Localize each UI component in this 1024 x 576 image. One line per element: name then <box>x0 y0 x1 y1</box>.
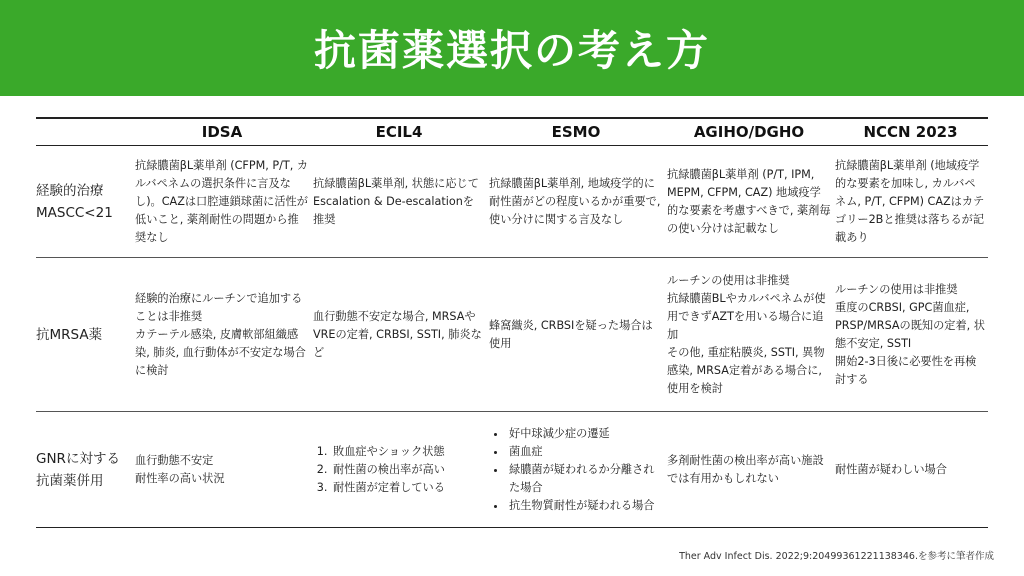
cell-text: 抗緑膿菌βL薬単剤 (CFPM, P/T, カルバペネムの選択条件に言及なし)。CAZは口腔連鎖球菌に活性が低いこと, 薬剤耐性の問題から推奨なし <box>135 158 309 244</box>
table-cell-esmo <box>487 175 665 229</box>
table-cell-idsa <box>133 290 311 380</box>
cell-text: 血行動態不安定 <box>135 453 214 467</box>
cell-text: 蜂窩織炎, CRBSIを疑った場合は使用 <box>489 318 653 350</box>
table-cell-agiho-dgho <box>665 166 833 238</box>
column-header-idsa: IDSA <box>201 123 243 141</box>
row-label-line: MASCC<21 <box>36 204 113 221</box>
table-row <box>36 412 988 528</box>
bullet-list <box>489 425 663 515</box>
source-footnote: Ther Adv Infect Dis. 2022;9:20499361221138346.を参考に筆者作成 <box>679 551 994 562</box>
row-label-line: 経験的治療 <box>36 182 104 199</box>
cell-text: 多剤耐性菌の検出率が高い施設では有用かもしれない <box>667 453 824 485</box>
cell-text: 抗緑膿菌βL薬単剤 (地域疫学的な要素を加味し, カルバペネム, P/T, CFPM) CAZはカテゴリー2Bと推奨は落ちるが記載あり <box>835 158 985 244</box>
table-row <box>36 146 988 258</box>
list-item: 2. 耐性菌の検出率が高い <box>331 461 485 479</box>
list-item: 3. 耐性菌が定着している <box>331 479 485 497</box>
column-header-esmo: ESMO <box>551 123 601 141</box>
column-header-ecil4: ECIL4 <box>375 123 423 141</box>
cell-text: カテーテル感染, 皮膚軟部組織感染, 肺炎, 血行動体が不安定な場合に検討 <box>135 327 306 377</box>
list-item: • 好中球減少症の遷延 <box>507 425 663 443</box>
comparison-table <box>36 117 988 528</box>
row-label-line: 抗菌薬併用 <box>36 472 104 489</box>
cell-text: 抗緑膿菌βL薬単剤, 地域疫学的に耐性菌がどの程度いるかが重要で, 使い分けに関する言及なし <box>489 176 661 226</box>
list-item: • 菌血症 <box>507 443 663 461</box>
table-cell-esmo <box>487 425 665 515</box>
table-cell-agiho-dgho <box>665 272 833 398</box>
row-label-gnr-combination <box>36 448 133 492</box>
table-cell-ecil4 <box>311 175 487 229</box>
cell-text: 開始2-3日後に必要性を再検討する <box>835 354 977 386</box>
list-item: • 緑膿菌が疑われるか分離された場合 <box>507 461 663 497</box>
cell-text: 経験的治療にルーチンで追加することは非推奨 <box>135 291 303 323</box>
table-cell-nccn <box>833 157 988 247</box>
row-label-anti-mrsa <box>36 324 133 346</box>
row-label-line: GNRに対する <box>36 450 120 467</box>
column-header-agiho-dgho: AGIHO/DGHO <box>693 123 805 141</box>
table-cell-nccn <box>833 461 988 479</box>
cell-text: ルーチンの使用は非推奨 <box>667 273 790 287</box>
cell-text: その他, 重症粘膜炎, SSTI, 異物感染, MRSA定着がある場合に, 使用を検討 <box>667 345 825 395</box>
table-header-row <box>36 119 988 146</box>
cell-text: ルーチンの使用は非推奨 <box>835 282 958 296</box>
cell-text: 血行動態不安定な場合, MRSAやVREの定着, CRBSI, SSTI, 肺炎など <box>313 309 482 359</box>
table-cell-agiho-dgho <box>665 452 833 488</box>
table-row <box>36 258 988 412</box>
cell-text: 重度のCRBSI, GPC菌血症, PRSP/MRSAの既知の定着, 状態不安定, SSTI <box>835 300 985 350</box>
cell-text: 抗緑膿菌βL薬単剤 (P/T, IPM, MEPM, CFPM, CAZ) 地域疫学的な要素を考慮すべきで, 薬剤毎の使い分けは記載なし <box>667 167 831 235</box>
table-cell-ecil4 <box>311 443 487 497</box>
table-cell-ecil4 <box>311 308 487 362</box>
table-cell-nccn <box>833 281 988 389</box>
cell-text: 耐性菌が疑わしい場合 <box>835 462 947 476</box>
cell-text: 抗緑膿菌BLやカルバペネムが使用できずAZTを用いる場合に追加 <box>667 291 826 341</box>
title-banner <box>0 0 1024 96</box>
cell-text: 耐性率の高い状況 <box>135 471 225 485</box>
list-item: 1. 敗血症やショック状態 <box>331 443 485 461</box>
table-cell-esmo <box>487 317 665 353</box>
row-label-empiric <box>36 180 133 224</box>
column-header-nccn: NCCN 2023 <box>863 123 958 141</box>
page-title: 抗菌薬選択の考え方 <box>313 26 710 75</box>
table-cell-idsa <box>133 157 311 247</box>
row-label-line: 抗MRSA薬 <box>36 326 103 343</box>
table-cell-idsa <box>133 452 311 488</box>
list-item: • 抗生物質耐性が疑われる場合 <box>507 497 663 515</box>
cell-text: 抗緑膿菌βL薬単剤, 状態に応じてEscalation & De-escalationを推奨 <box>313 176 479 226</box>
numbered-list <box>313 443 485 497</box>
